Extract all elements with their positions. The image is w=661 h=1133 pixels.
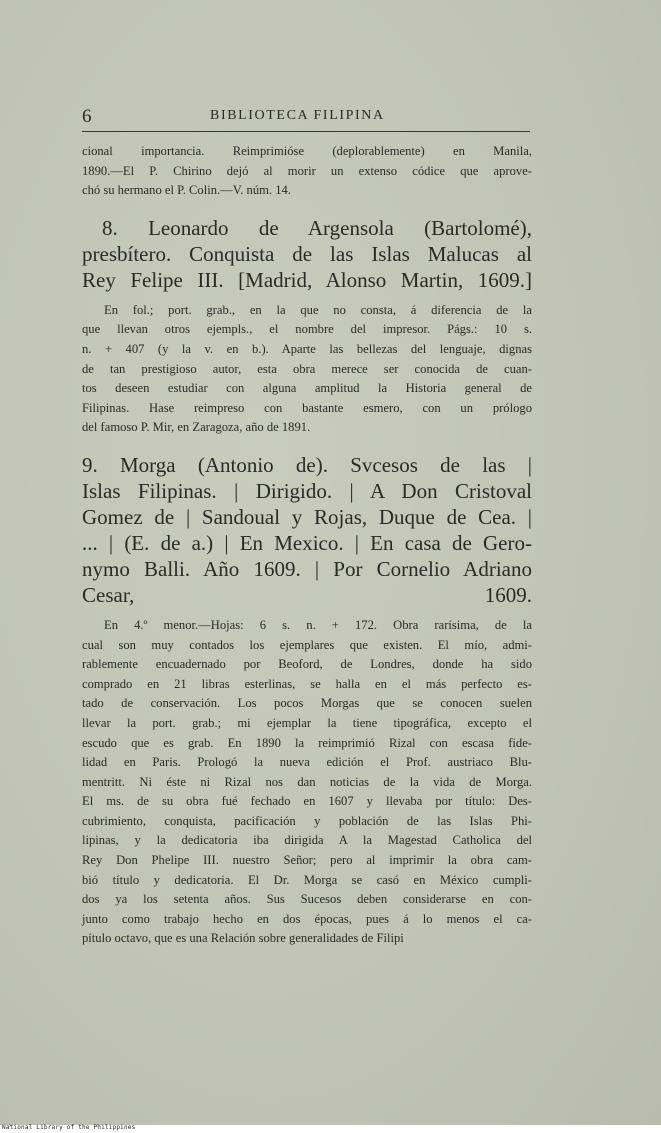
heading-line: 9. Morga (Antonio de). Svcesos de las |	[82, 452, 532, 477]
text-line: llevar la port. grab.; mi ejemplar la tiene tipográfica, excepto el	[82, 715, 532, 730]
heading-last-line	[82, 582, 532, 608]
heading-year: 1609.	[484, 582, 532, 607]
text-line: tado de conservación. Los pocos Morgas que se conocen suelen	[82, 696, 532, 711]
text-line: n. + 407 (y la v. en b.). Aparte las bellezas del lenguaje, dignas	[82, 341, 532, 356]
text-line: de tan prestigioso autor, esta obra merece ser conocida de cuan-	[82, 361, 532, 376]
text-line: cional importancia. Reimprimióse (deplorablemente) en Manila,	[82, 144, 532, 158]
entry-8-description	[82, 301, 532, 438]
text-line: dos ya los setenta años. Sus Sucesos deben considerarse en con-	[82, 892, 532, 907]
text-line: chó su hermano el P. Colin.—V. núm. 14.	[82, 183, 291, 198]
entry-8-heading	[82, 215, 532, 293]
text-line: pítulo octavo, que es una Relación sobre generalidades de Filipi	[82, 931, 404, 946]
heading-line: nymo Balli. Año 1609. | Por Cornelio Adriano	[82, 556, 532, 581]
scan-credit-bar	[0, 1125, 661, 1133]
text-line: tos deseen estudiar con alguna amplitud la Historia general de	[82, 381, 532, 396]
text-line: 1890.—El P. Chirino dejó al morir un extenso códice que aprove-	[82, 163, 532, 178]
text-line: En fol.; port. grab., en la que no consta, á diferencia de la	[104, 302, 532, 317]
continuation-paragraph	[82, 142, 532, 201]
text-line: cubrimiento, conquista, pacificación y población de las Islas Phi-	[82, 813, 532, 828]
text-line: El ms. de su obra fué fechado en 1607 y llevaba por título: Des-	[82, 794, 532, 809]
entry-9-heading	[82, 452, 532, 608]
scan-credit: National Library of the Philippines	[2, 1124, 136, 1131]
heading-line: 8. Leonardo de Argensola (Bartolomé),	[102, 215, 532, 240]
text-line: escudo que es grab. En 1890 la reimprimió Rizal con escasa fide-	[82, 735, 532, 750]
text-line: mentritt. Ni éste ni Rizal nos dan noticias de la vida de Morga.	[82, 774, 532, 789]
heading-line: ... | (E. de a.) | En Mexico. | En casa de Gero-	[82, 530, 532, 555]
page-number: 6	[82, 106, 92, 127]
text-line: En 4.º menor.—Hojas: 6 s. n. + 172. Obra rarísima, de la	[104, 617, 532, 632]
text-line: Rey Don Phelipe III. nuestro Señor; pero al imprimir la obra cam-	[82, 853, 532, 868]
heading-line: Islas Filipinas. | Dirigido. | A Don Cristoval	[82, 478, 532, 503]
text-line: bió título y dedicatoria. El Dr. Morga se casó en México cumpli-	[82, 872, 532, 887]
page-body	[82, 142, 532, 949]
text-line: del famoso P. Mir, en Zaragoza, año de 1891.	[82, 420, 311, 435]
text-line: junto como trabajo hecho en dos épocas, pues á lo menos el ca-	[82, 911, 532, 926]
page-header	[82, 104, 530, 128]
text-line: cual son muy contados los ejemplares que existen. El mío, admi-	[82, 637, 532, 652]
header-rule	[82, 131, 530, 132]
text-line: lidad en Paris. Prologó la nueva edición el Prof. austriaco Blu-	[82, 755, 532, 770]
text-line: Filipinas. Hase reimpreso con bastante esmero, con un prólogo	[82, 400, 532, 415]
text-line: que llevan otros ejempls., el nombre del impresor. Págs.: 10 s.	[82, 322, 532, 337]
heading-line: Cesar,	[82, 582, 135, 607]
text-line: rablemente encuadernado por Beoford, de Londres, donde ha sido	[82, 657, 532, 672]
text-line: lipinas, y la dedicatoria iba dirigida A la Magestad Catholica del	[82, 833, 532, 848]
heading-line: Gomez de | Sandoual y Rojas, Duque de Cea. |	[82, 504, 532, 529]
running-title: BIBLIOTECA FILIPINA	[210, 108, 385, 123]
heading-line: presbítero. Conquista de las Islas Malucas al	[82, 241, 532, 266]
heading-line: Rey Felipe III. [Madrid, Alonso Martin, 1609.]	[82, 267, 532, 292]
entry-9-description	[82, 616, 532, 949]
text-line: comprado en 21 libras esterlinas, se halla en el más perfecto es-	[82, 676, 532, 691]
